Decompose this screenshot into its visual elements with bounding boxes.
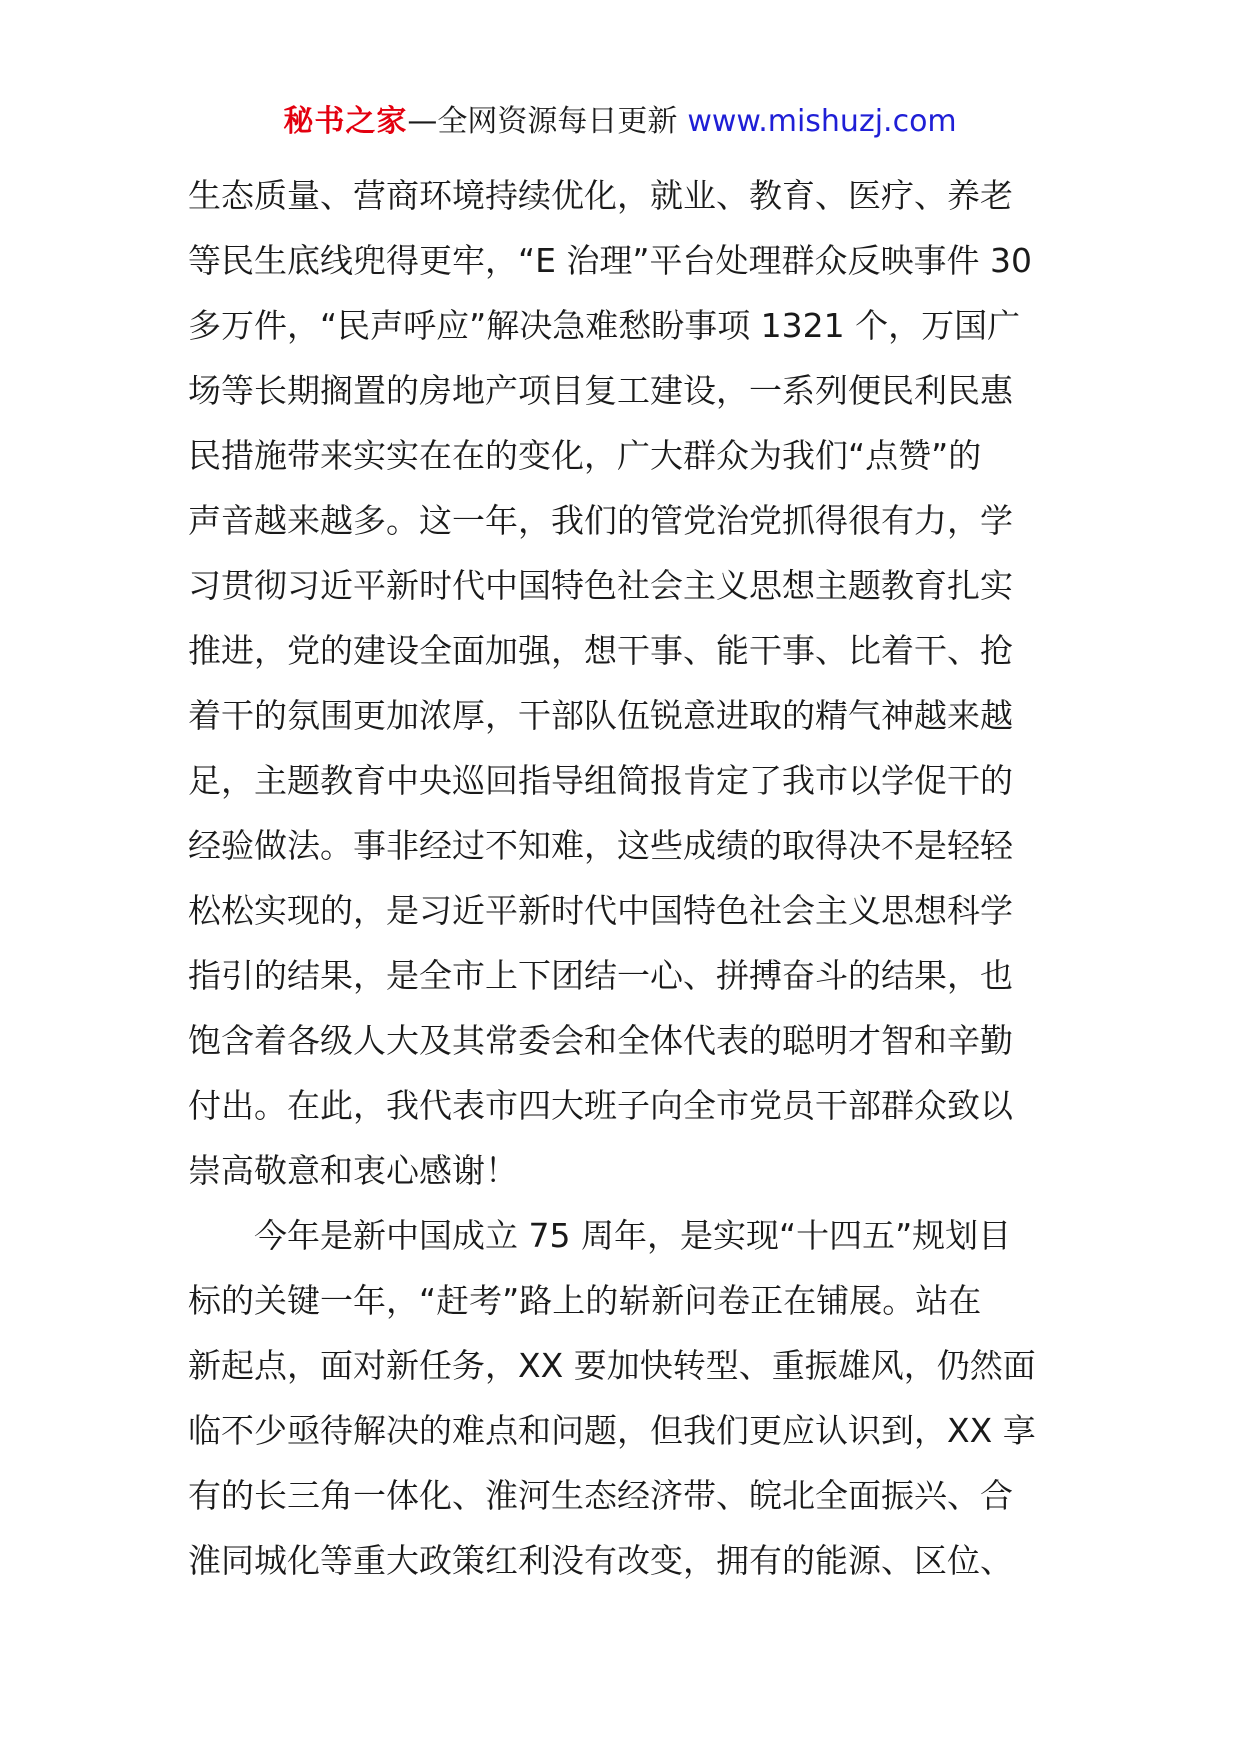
page-header: [0, 102, 1240, 142]
text-line: 等民生底线兜得更牢，“E 治理”平台处理群众反映事件 30: [188, 241, 1033, 280]
text-line: 饱含着各级人大及其常委会和全体代表的聪明才智和辛勤: [188, 1021, 1013, 1060]
text-line: 松松实现的，是习近平新时代中国特色社会主义思想科学: [188, 891, 1013, 930]
website-link[interactable]: www.mishuzj.com: [687, 104, 957, 139]
text-line: 生态质量、营商环境持续优化，就业、教育、医疗、养老: [188, 176, 1013, 215]
text-line: 标的关键一年，“赶考”路上的崭新问卷正在铺展。站在: [188, 1281, 982, 1320]
text-line: 指引的结果，是全市上下团结一心、拼搏奋斗的结果，也: [188, 956, 1013, 995]
text-line: 经验做法。事非经过不知难，这些成绩的取得决不是轻轻: [188, 826, 1013, 865]
text-line: 新起点，面对新任务，XX 要加快转型、重振雄风，仍然面: [188, 1346, 1036, 1385]
paragraph-start-line: 今年是新中国成立 75 周年，是实现“十四五”规划目: [254, 1216, 1012, 1255]
text-line: 推进，党的建设全面加强，想干事、能干事、比着干、抢: [188, 631, 1013, 670]
text-line: 崇高敬意和衷心感谢！: [188, 1151, 518, 1190]
text-line: 付出。在此，我代表市四大班子向全市党员干部群众致以: [188, 1086, 1013, 1125]
text-line: 着干的氛围更加浓厚，干部队伍锐意进取的精气神越来越: [188, 696, 1013, 735]
body-text: [188, 163, 1054, 1593]
text-line: 淮同城化等重大政策红利没有改变，拥有的能源、区位、: [188, 1541, 1013, 1580]
text-line: 多万件，“民声呼应”解决急难愁盼事项 1321 个，万国广: [188, 306, 1021, 345]
text-line: 足，主题教育中央巡回指导组简报肯定了我市以学促干的: [188, 761, 1013, 800]
text-line: 民措施带来实实在在的变化，广大群众为我们“点赞”的: [188, 436, 982, 475]
text-line: 场等长期搁置的房地产项目复工建设，一系列便民利民惠: [188, 371, 1013, 410]
text-line: 有的长三角一体化、淮河生态经济带、皖北全面振兴、合: [188, 1476, 1013, 1515]
text-line: 习贯彻习近平新时代中国特色社会主义思想主题教育扎实: [188, 566, 1013, 605]
header-tagline: —全网资源每日更新: [407, 104, 678, 139]
text-line: 声音越来越多。这一年，我们的管党治党抓得很有力，学: [188, 501, 1013, 540]
brand-name: 秘书之家: [283, 104, 408, 139]
text-line: 临不少亟待解决的难点和问题，但我们更应认识到，XX 享: [188, 1411, 1036, 1450]
